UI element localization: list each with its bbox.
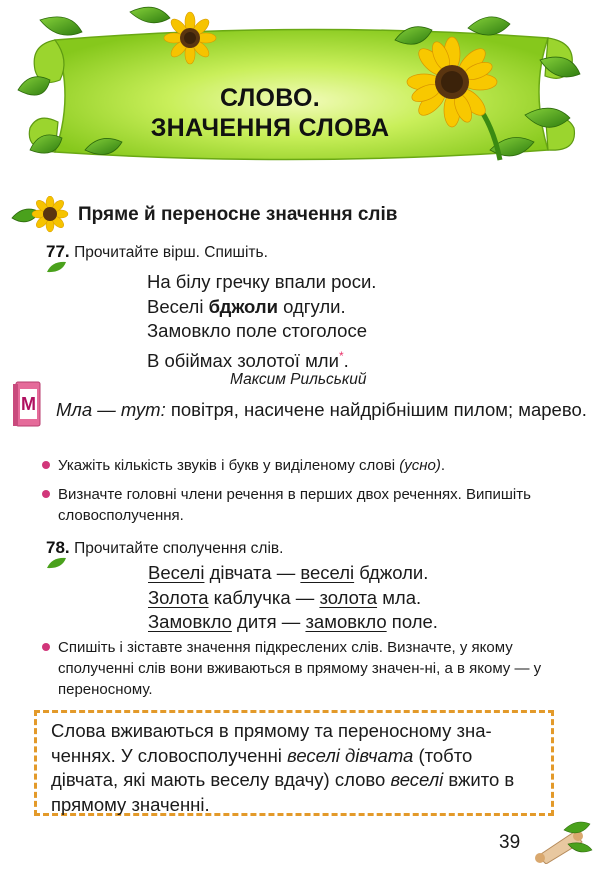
- word-pair: Веселі дівчата — веселі бджоли.: [148, 562, 429, 583]
- page-number: 39: [499, 832, 521, 853]
- word-pair: Замовкло дитя — замовкло поле.: [148, 611, 438, 632]
- exercise-instruction: Прочитайте вірш. Спишіть.: [74, 244, 268, 261]
- task-item: Укажіть кількість звуків і букв у виділеному слові (усно).: [58, 455, 583, 476]
- bullet-dot: [42, 461, 50, 469]
- chapter-title-line2: ЗНАЧЕННЯ СЛОВА: [150, 114, 390, 142]
- leaf-icon: [46, 260, 68, 274]
- poem-line: Замовкло поле стоголосе: [147, 320, 368, 341]
- rule-box: Слова вживаються в прямому та переносному зна-ченнях. У словосполученні веселі дівчата (тобто дівчата, які мають веселу вдачу) слово веселі вжито в прямому значенні.: [34, 710, 554, 816]
- footnote-asterisk: *: [338, 348, 344, 363]
- bullet-dot: [42, 643, 50, 651]
- exercise-77-header: [46, 242, 268, 262]
- highlighted-word: бджоли: [208, 295, 278, 317]
- exercise-78-header: [46, 538, 283, 558]
- dictionary-definition: Мла — тут: повітря, насичене найдрібнішим пилом; марево.: [56, 399, 587, 420]
- chapter-banner: [0, 0, 600, 190]
- poem: [147, 270, 376, 373]
- exercise-number: 77.: [46, 242, 70, 261]
- scroll-corner-icon: [528, 818, 594, 864]
- poem-line: В обіймах золотої мли*.: [147, 348, 349, 371]
- section-title: Пряме й переносне значення слів: [78, 204, 398, 225]
- scroll-curl-left: [34, 40, 64, 82]
- poem-author: Максим Рильський: [230, 371, 367, 388]
- poem-line: На білу гречку впали роси.: [147, 271, 377, 292]
- task-item: Визначте головні члени речення в перших двох реченнях. Випишіть словосполучення.: [58, 484, 583, 526]
- svg-text:М: М: [21, 394, 36, 414]
- word-pairs: [148, 561, 438, 635]
- dictionary-book-icon: [12, 380, 42, 430]
- poem-line: Веселі бджоли одгули.: [147, 295, 346, 317]
- term: Мла —: [56, 399, 116, 420]
- chapter-title-line1: СЛОВО.: [219, 84, 321, 112]
- leaf-icon: [46, 556, 68, 570]
- exercise-number: 78.: [46, 538, 70, 557]
- task-item: Спишіть і зіставте значення підкреслених слів. Визначте, у якому сполученні слів вони вживаються в прямому значен-ні, а в якому — у переносному.: [58, 637, 583, 700]
- sunflower-bullet-icon: [10, 196, 72, 236]
- sunflower-top: [164, 12, 216, 64]
- bullet-dot: [42, 490, 50, 498]
- exercise-instruction: Прочитайте сполучення слів.: [74, 540, 284, 557]
- word-pair: Золота каблучка — золота мла.: [148, 586, 422, 608]
- term-note: тут:: [120, 399, 166, 420]
